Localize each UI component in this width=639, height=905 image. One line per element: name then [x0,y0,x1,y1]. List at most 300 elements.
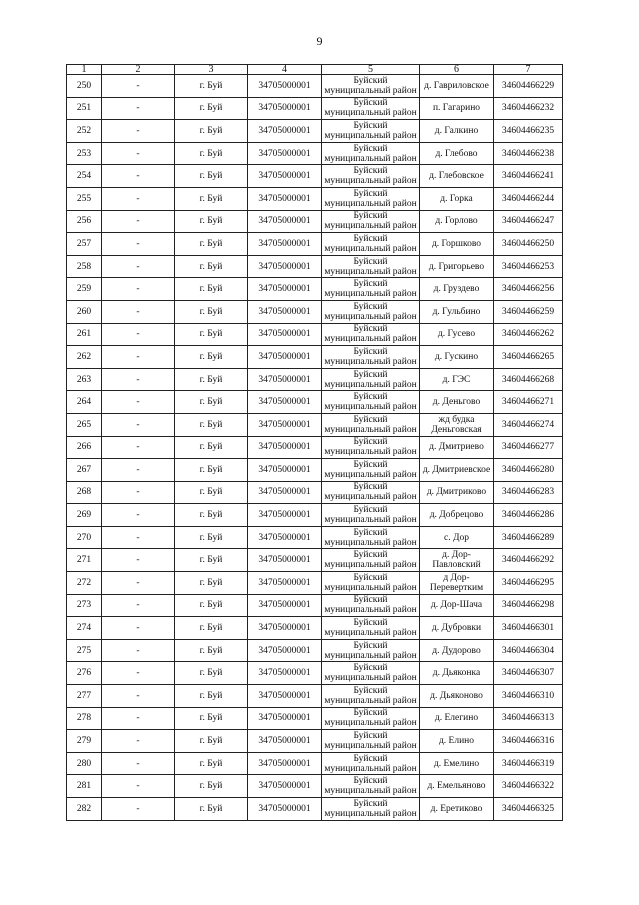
table-body [67,75,563,821]
code-cell: 34604466244 [494,187,563,210]
row-number-cell: 267 [67,459,102,482]
row-number-cell: 270 [67,526,102,549]
district-line-1: Буйский [353,346,388,357]
row-number-cell: 279 [67,730,102,753]
district-line-1: Буйский [353,75,388,86]
district-line-2: муниципальный район [324,808,417,819]
district-line-1: Буйский [353,211,388,222]
district-cell [322,549,420,572]
locality-cell: д. ГЭС [420,368,494,391]
district-cell [322,572,420,595]
district-line-1: Буйский [353,437,388,448]
row-number-cell: 268 [67,481,102,504]
table-header [67,65,563,75]
district-line-2: муниципальный район [324,130,417,141]
column-2-cell: - [102,368,175,391]
okato-cell: 34705000001 [248,685,322,708]
column-header-7: 7 [494,65,563,75]
code-cell: 34604466292 [494,549,563,572]
district-line-2: муниципальный район [324,537,417,548]
district-line-1: Буйский [353,595,388,606]
city-cell: г. Буй [175,368,248,391]
district-line-1: Буйский [353,324,388,335]
district-line-2: муниципальный район [324,379,417,390]
row-number-cell: 264 [67,391,102,414]
row-number-cell: 251 [67,97,102,120]
column-2-cell: - [102,594,175,617]
locality-cell: д. Дор-Павловский [420,549,494,572]
city-cell: г. Буй [175,120,248,143]
district-cell [322,707,420,730]
district-cell [322,662,420,685]
district-line-1: Буйский [353,708,388,719]
city-cell: г. Буй [175,504,248,527]
row-number-cell: 274 [67,617,102,640]
code-cell: 34604466283 [494,481,563,504]
district-line-1: Буйский [353,640,388,651]
district-line-2: муниципальный район [324,718,417,729]
table-row [67,639,563,662]
locality-cell: д. Гульбино [420,300,494,323]
okato-cell: 34705000001 [248,730,322,753]
okato-cell: 34705000001 [248,368,322,391]
locality-cell: д. Емельяново [420,775,494,798]
column-2-cell: - [102,685,175,708]
row-number-cell: 261 [67,323,102,346]
code-cell: 34604466313 [494,707,563,730]
code-cell: 34604466250 [494,233,563,256]
table-row [67,346,563,369]
locality-cell: жд будка Деньговская [420,413,494,436]
district-cell [322,798,420,821]
table-row [67,255,563,278]
district-line-1: Буйский [353,369,388,380]
table-row [67,549,563,572]
district-line-2: муниципальный район [324,243,417,254]
table-row [67,187,563,210]
column-header-1: 1 [67,65,102,75]
column-2-cell: - [102,798,175,821]
row-number-cell: 252 [67,120,102,143]
district-line-1: Буйский [353,166,388,177]
city-cell: г. Буй [175,346,248,369]
table-row [67,662,563,685]
locality-cell: д. Дудорово [420,639,494,662]
district-cell [322,368,420,391]
district-line-2: муниципальный район [324,560,417,571]
code-cell: 34604466307 [494,662,563,685]
column-2-cell: - [102,481,175,504]
city-cell: г. Буй [175,413,248,436]
row-number-cell: 260 [67,300,102,323]
district-line-2: муниципальный район [324,221,417,232]
district-cell [322,97,420,120]
city-cell: г. Буй [175,391,248,414]
row-number-cell: 256 [67,210,102,233]
district-cell [322,730,420,753]
district-cell [322,323,420,346]
district-cell [322,187,420,210]
code-cell: 34604466325 [494,798,563,821]
table-row [67,391,563,414]
code-cell: 34604466286 [494,504,563,527]
okato-cell: 34705000001 [248,165,322,188]
district-line-2: муниципальный район [324,582,417,593]
district-line-2: муниципальный район [324,650,417,661]
column-2-cell: - [102,459,175,482]
locality-cell: д Дор-Перевертким [420,572,494,595]
city-cell: г. Буй [175,210,248,233]
okato-cell: 34705000001 [248,233,322,256]
okato-cell: 34705000001 [248,572,322,595]
code-cell: 34604466265 [494,346,563,369]
city-cell: г. Буй [175,707,248,730]
district-line-1: Буйский [353,459,388,470]
row-number-cell: 254 [67,165,102,188]
city-cell: г. Буй [175,481,248,504]
locality-cell: д. Горшково [420,233,494,256]
column-header-6: 6 [420,65,494,75]
district-line-1: Буйский [353,188,388,199]
okato-cell: 34705000001 [248,278,322,301]
table-row [67,210,563,233]
row-number-cell: 282 [67,798,102,821]
city-cell: г. Буй [175,775,248,798]
row-number-cell: 277 [67,685,102,708]
okato-cell: 34705000001 [248,594,322,617]
code-cell: 34604466256 [494,278,563,301]
column-header-2: 2 [102,65,175,75]
district-line-2: муниципальный район [324,741,417,752]
column-2-cell: - [102,639,175,662]
district-line-1: Буйский [353,143,388,154]
code-cell: 34604466229 [494,75,563,98]
district-cell [322,639,420,662]
district-cell [322,617,420,640]
city-cell: г. Буй [175,752,248,775]
okato-cell: 34705000001 [248,255,322,278]
city-cell: г. Буй [175,142,248,165]
okato-cell: 34705000001 [248,504,322,527]
locality-cell: д. Елегино [420,707,494,730]
okato-cell: 34705000001 [248,775,322,798]
district-cell [322,504,420,527]
district-line-1: Буйский [353,663,388,674]
district-line-1: Буйский [353,414,388,425]
city-cell: г. Буй [175,639,248,662]
district-line-2: муниципальный район [324,786,417,797]
locality-cell: д. Емелино [420,752,494,775]
column-2-cell: - [102,165,175,188]
locality-cell: д. Глебово [420,142,494,165]
district-line-1: Буйский [353,233,388,244]
code-cell: 34604466235 [494,120,563,143]
column-2-cell: - [102,617,175,640]
district-cell [322,210,420,233]
locality-cell: д. Груздево [420,278,494,301]
row-number-cell: 262 [67,346,102,369]
okato-cell: 34705000001 [248,75,322,98]
locality-cell: д. Елино [420,730,494,753]
row-number-cell: 272 [67,572,102,595]
district-line-1: Буйский [353,279,388,290]
okato-cell: 34705000001 [248,752,322,775]
column-2-cell: - [102,436,175,459]
okato-cell: 34705000001 [248,459,322,482]
row-number-cell: 258 [67,255,102,278]
locality-cell: д. Дмитриково [420,481,494,504]
page-number: 9 [316,34,323,48]
code-cell: 34604466304 [494,639,563,662]
code-cell: 34604466247 [494,210,563,233]
okato-cell: 34705000001 [248,142,322,165]
table-row [67,323,563,346]
city-cell: г. Буй [175,75,248,98]
okato-cell: 34705000001 [248,526,322,549]
locality-cell: д. Гавриловское [420,75,494,98]
district-line-2: муниципальный район [324,628,417,639]
district-line-1: Буйский [353,482,388,493]
okato-cell: 34705000001 [248,549,322,572]
locality-cell: д. Дмитриево [420,436,494,459]
code-cell: 34604466277 [494,436,563,459]
locality-cell: п. Гагарино [420,97,494,120]
locality-cell: д. Григорьево [420,255,494,278]
district-cell [322,278,420,301]
column-2-cell: - [102,210,175,233]
district-line-1: Буйский [353,572,388,583]
okato-cell: 34705000001 [248,707,322,730]
column-2-cell: - [102,75,175,98]
row-number-cell: 280 [67,752,102,775]
locality-cell: д. Дубровки [420,617,494,640]
row-number-cell: 266 [67,436,102,459]
district-cell [322,752,420,775]
table-row [67,526,563,549]
column-2-cell: - [102,391,175,414]
row-number-cell: 269 [67,504,102,527]
district-line-2: муниципальный район [324,356,417,367]
table-row [67,300,563,323]
locality-cell: д. Деньгово [420,391,494,414]
code-cell: 34604466262 [494,323,563,346]
district-cell [322,526,420,549]
district-line-2: муниципальный район [324,515,417,526]
district-line-2: муниципальный район [324,695,417,706]
code-cell: 34604466301 [494,617,563,640]
okato-cell: 34705000001 [248,97,322,120]
column-header-5: 5 [322,65,420,75]
row-number-cell: 275 [67,639,102,662]
code-cell: 34604466259 [494,300,563,323]
locality-cell: д. Глебовское [420,165,494,188]
district-line-2: муниципальный район [324,424,417,435]
table-row [67,142,563,165]
city-cell: г. Буй [175,459,248,482]
district-line-1: Буйский [353,301,388,312]
city-cell: г. Буй [175,549,248,572]
table-row [67,730,563,753]
district-cell [322,75,420,98]
district-line-2: муниципальный район [324,763,417,774]
locality-cell: д. Галкино [420,120,494,143]
table-row [67,752,563,775]
district-cell [322,346,420,369]
district-line-2: муниципальный район [324,153,417,164]
district-line-1: Буйский [353,753,388,764]
code-cell: 34604466232 [494,97,563,120]
city-cell: г. Буй [175,255,248,278]
column-2-cell: - [102,730,175,753]
column-2-cell: - [102,707,175,730]
row-number-cell: 257 [67,233,102,256]
column-2-cell: - [102,526,175,549]
district-line-1: Буйский [353,392,388,403]
settlements-table [66,64,563,821]
code-cell: 34604466238 [494,142,563,165]
district-line-2: муниципальный район [324,176,417,187]
district-cell [322,233,420,256]
city-cell: г. Буй [175,572,248,595]
table-row [67,459,563,482]
district-line-2: муниципальный район [324,447,417,458]
column-2-cell: - [102,142,175,165]
code-cell: 34604466310 [494,685,563,708]
district-line-2: муниципальный район [324,334,417,345]
okato-cell: 34705000001 [248,210,322,233]
okato-cell: 34705000001 [248,391,322,414]
column-2-cell: - [102,300,175,323]
code-cell: 34604466289 [494,526,563,549]
district-line-2: муниципальный район [324,311,417,322]
column-2-cell: - [102,572,175,595]
locality-cell: д. Дьяконка [420,662,494,685]
table-row [67,798,563,821]
district-line-2: муниципальный район [324,469,417,480]
table-row [67,368,563,391]
district-line-2: муниципальный район [324,266,417,277]
column-2-cell: - [102,278,175,301]
table-row [67,572,563,595]
city-cell: г. Буй [175,730,248,753]
okato-cell: 34705000001 [248,323,322,346]
column-2-cell: - [102,233,175,256]
district-line-1: Буйский [353,550,388,561]
code-cell: 34604466322 [494,775,563,798]
okato-cell: 34705000001 [248,798,322,821]
city-cell: г. Буй [175,685,248,708]
column-2-cell: - [102,187,175,210]
district-line-2: муниципальный район [324,85,417,96]
city-cell: г. Буй [175,278,248,301]
locality-cell: д. Дьяконово [420,685,494,708]
city-cell: г. Буй [175,165,248,188]
column-2-cell: - [102,323,175,346]
district-line-1: Буйский [353,798,388,809]
column-2-cell: - [102,97,175,120]
row-number-cell: 250 [67,75,102,98]
city-cell: г. Буй [175,233,248,256]
district-line-2: муниципальный район [324,108,417,119]
row-number-cell: 278 [67,707,102,730]
column-2-cell: - [102,346,175,369]
city-cell: г. Буй [175,662,248,685]
header-row [67,65,563,75]
okato-cell: 34705000001 [248,436,322,459]
column-2-cell: - [102,120,175,143]
district-line-1: Буйский [353,120,388,131]
table-row [67,594,563,617]
district-line-2: муниципальный район [324,673,417,684]
table-row [67,233,563,256]
locality-cell: д. Дмитриевское [420,459,494,482]
table-row [67,120,563,143]
district-line-2: муниципальный район [324,402,417,413]
district-cell [322,459,420,482]
district-cell [322,685,420,708]
city-cell: г. Буй [175,617,248,640]
table-row [67,413,563,436]
table-row [67,481,563,504]
column-2-cell: - [102,549,175,572]
row-number-cell: 263 [67,368,102,391]
row-number-cell: 281 [67,775,102,798]
locality-cell: д. Гускино [420,346,494,369]
district-cell [322,120,420,143]
district-line-2: муниципальный район [324,198,417,209]
code-cell: 34604466271 [494,391,563,414]
district-line-2: муниципальный район [324,492,417,503]
code-cell: 34604466274 [494,413,563,436]
code-cell: 34604466316 [494,730,563,753]
district-line-1: Буйский [353,98,388,109]
row-number-cell: 276 [67,662,102,685]
row-number-cell: 253 [67,142,102,165]
column-2-cell: - [102,662,175,685]
district-cell [322,255,420,278]
table-row [67,504,563,527]
locality-cell: д. Гусево [420,323,494,346]
city-cell: г. Буй [175,323,248,346]
district-cell [322,775,420,798]
code-cell: 34604466241 [494,165,563,188]
okato-cell: 34705000001 [248,300,322,323]
okato-cell: 34705000001 [248,617,322,640]
district-line-2: муниципальный район [324,289,417,300]
district-line-1: Буйский [353,685,388,696]
district-line-1: Буйский [353,618,388,629]
city-cell: г. Буй [175,97,248,120]
city-cell: г. Буй [175,798,248,821]
okato-cell: 34705000001 [248,639,322,662]
table-row [67,436,563,459]
code-cell: 34604466280 [494,459,563,482]
code-cell: 34604466268 [494,368,563,391]
column-header-4: 4 [248,65,322,75]
row-number-cell: 265 [67,413,102,436]
row-number-cell: 255 [67,187,102,210]
okato-cell: 34705000001 [248,187,322,210]
locality-cell: д. Еретиково [420,798,494,821]
district-cell [322,391,420,414]
district-cell [322,142,420,165]
district-line-1: Буйский [353,256,388,267]
column-header-3: 3 [175,65,248,75]
table-row [67,165,563,188]
column-2-cell: - [102,413,175,436]
city-cell: г. Буй [175,300,248,323]
city-cell: г. Буй [175,187,248,210]
